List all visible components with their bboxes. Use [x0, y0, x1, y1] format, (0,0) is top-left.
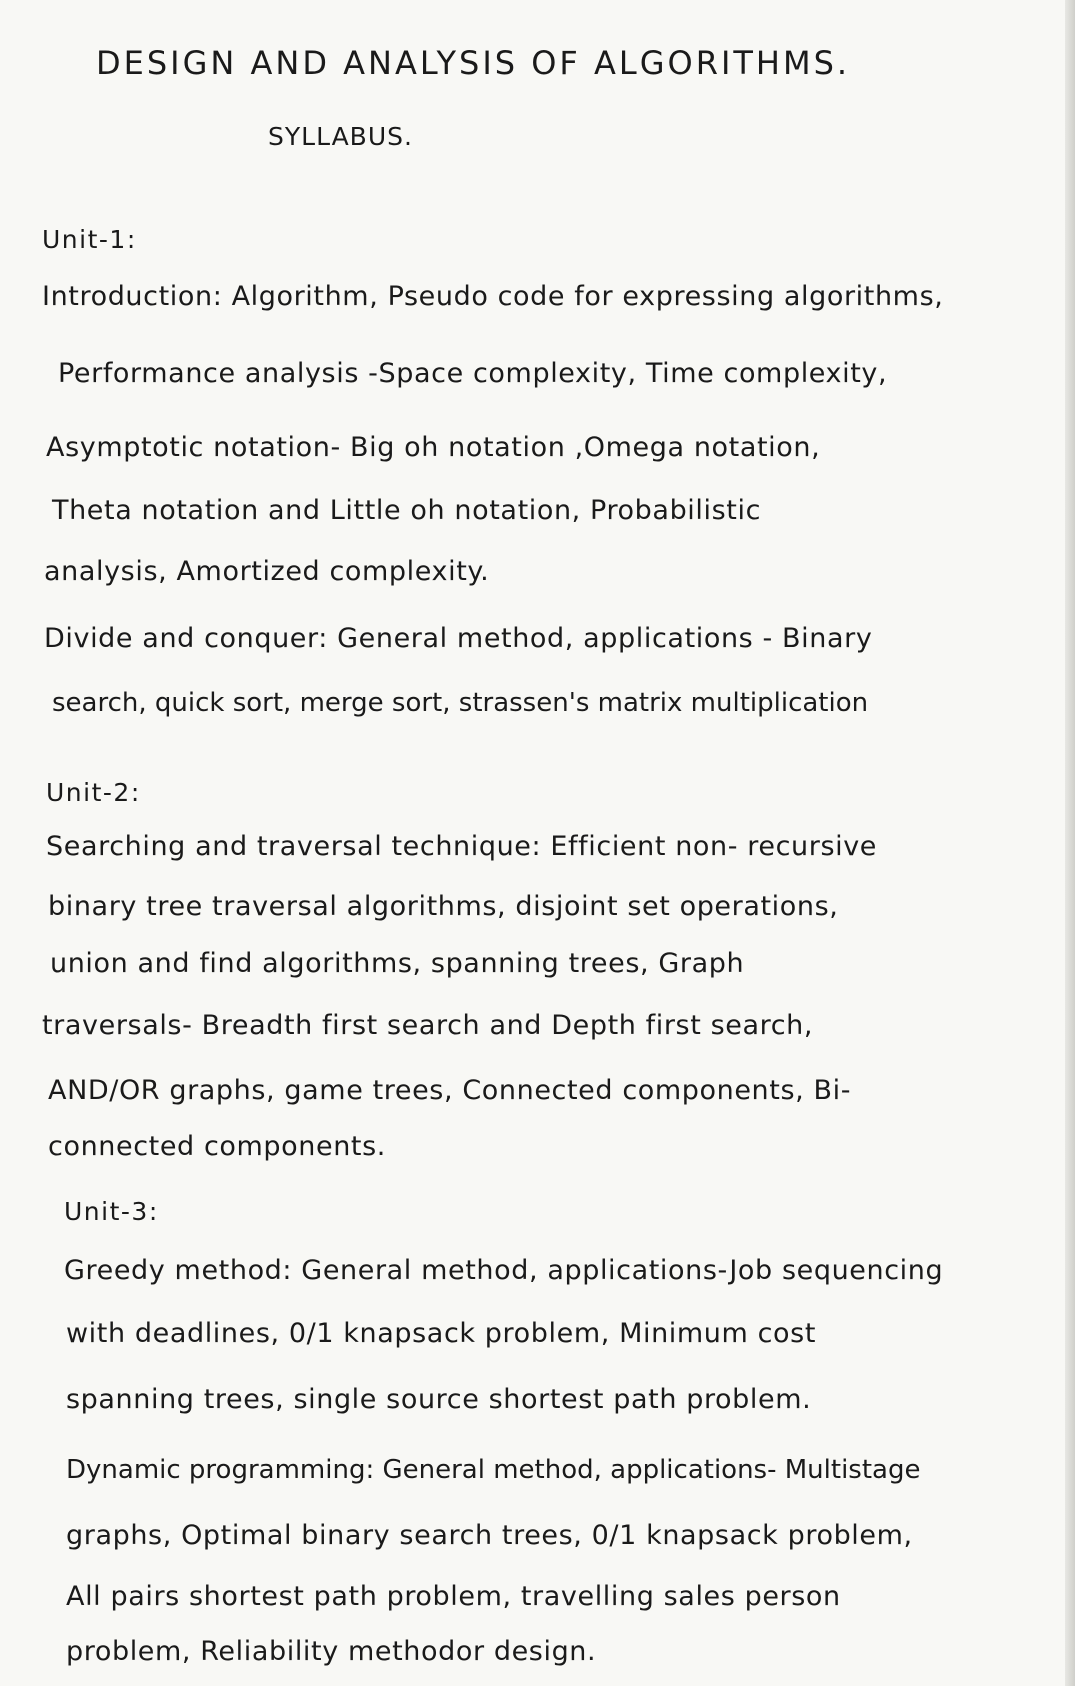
- unit-1-line-1: Introduction: Algorithm, Pseudo code for expressing algorithms,: [42, 281, 944, 312]
- unit-3-line-4: Dynamic programming: General method, applications- Multistage: [66, 1455, 921, 1485]
- unit-3-line-6: All pairs shortest path problem, travelling sales person: [66, 1581, 841, 1612]
- unit-3-heading: Unit-3:: [64, 1197, 159, 1226]
- unit-3-line-1: Greedy method: General method, applications-Job sequencing: [64, 1255, 944, 1286]
- page-title: DESIGN AND ANALYSIS OF ALGORITHMS.: [96, 44, 851, 82]
- unit-1-line-4: Theta notation and Little oh notation, Probabilistic: [52, 495, 762, 526]
- unit-1-line-3: Asymptotic notation- Big oh notation ,Omega notation,: [46, 432, 821, 463]
- page-subtitle: SYLLABUS.: [268, 122, 413, 151]
- unit-1-line-7: search, quick sort, merge sort, strassen's matrix multiplication: [52, 688, 869, 718]
- unit-2-line-2: binary tree traversal algorithms, disjoint set operations,: [48, 891, 839, 922]
- unit-1-line-6: Divide and conquer: General method, applications - Binary: [44, 623, 873, 654]
- unit-2-line-5: AND/OR graphs, game trees, Connected components, Bi-: [48, 1075, 852, 1106]
- unit-2-line-1: Searching and traversal technique: Efficient non- recursive: [46, 831, 878, 862]
- unit-3-line-2: with deadlines, 0/1 knapsack problem, Minimum cost: [66, 1318, 817, 1349]
- unit-3-line-7: problem, Reliability methodor design.: [66, 1636, 597, 1667]
- unit-1-heading: Unit-1:: [42, 225, 137, 254]
- unit-2-line-4: traversals- Breadth first search and Depth first search,: [42, 1010, 814, 1041]
- unit-3-line-3: spanning trees, single source shortest path problem.: [66, 1384, 812, 1415]
- unit-2-line-6: connected components.: [48, 1131, 386, 1162]
- unit-2-line-3: union and find algorithms, spanning trees, Graph: [50, 948, 745, 979]
- unit-1-line-2: Performance analysis -Space complexity, Time complexity,: [58, 358, 888, 389]
- unit-3-line-5: graphs, Optimal binary search trees, 0/1 knapsack problem,: [66, 1520, 913, 1551]
- unit-1-line-5: analysis, Amortized complexity.: [44, 556, 490, 587]
- unit-2-heading: Unit-2:: [46, 778, 141, 807]
